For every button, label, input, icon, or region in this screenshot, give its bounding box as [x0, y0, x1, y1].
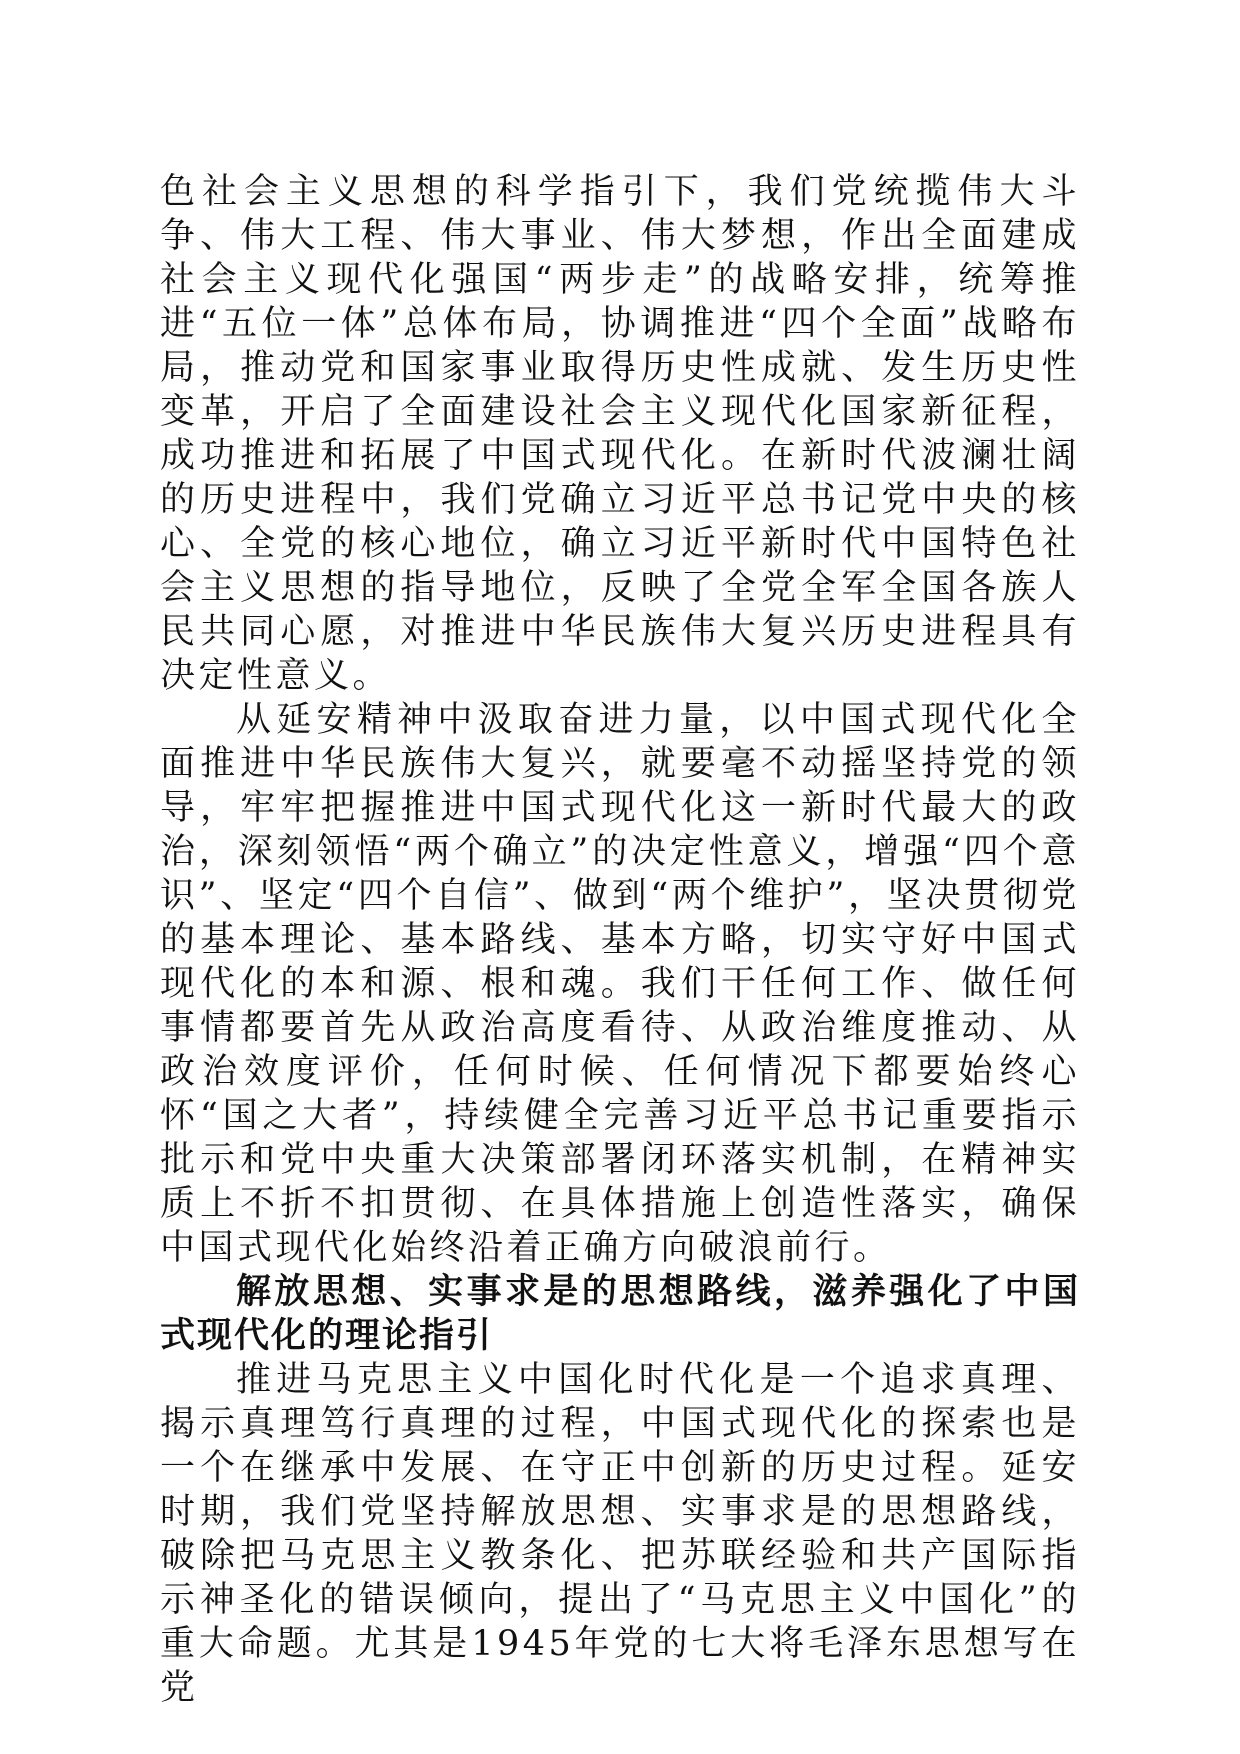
- document-page: [160, 170, 1080, 1710]
- paragraph-theory: 推进马克思主义中国化时代化是一个追求真理、揭示真理笃行真理的过程，中国式现代化的探索也是一个在继承中发展、在守正中创新的历史过程。延安时期，我们党坚持解放思想、实事求是的思想路线，破除把马克思主义教条化、把苏联经验和共产国际指示神圣化的错误倾向，提出了“马克思主义中国化”的重大命题。尤其是1945年党的七大将毛泽东思想写在党: [160, 1360, 1080, 1708]
- paragraph-party-leadership: 从延安精神中汲取奋进力量，以中国式现代化全面推进中华民族伟大复兴，就要毫不动摇坚持党的领导，牢牢把握推进中国式现代化这一新时代最大的政治，深刻领悟“两个确立”的决定性意义，增强“四个意识”、坚定“四个自信”、做到“两个维护”，坚决贯彻党的基本理论、基本路线、基本方略，切实守好中国式现代化的本和源、根和魂。我们干任何工作、做任何事情都要首先从政治高度看待、从政治维度推动、从政治效度评价，任何时候、任何情况下都要始终心怀“国之大者”，持续健全完善习近平总书记重要指示批示和党中央重大决策部署闭环落实机制，在精神实质上不折不扣贯彻、在具体措施上创造性落实，确保中国式现代化始终沿着正确方向破浪前行。: [160, 700, 1080, 1268]
- paragraph-continuation: 色社会主义思想的科学指引下，我们党统揽伟大斗争、伟大工程、伟大事业、伟大梦想，作出全面建成社会主义现代化强国“两步走”的战略安排，统筹推进“五位一体”总体布局，协调推进“四个全面”战略布局，推动党和国家事业取得历史性成就、发生历史性变革，开启了全面建设社会主义现代化国家新征程，成功推进和拓展了中国式现代化。在新时代波澜壮阔的历史进程中，我们党确立习近平总书记党中央的核心、全党的核心地位，确立习近平新时代中国特色社会主义思想的指导地位，反映了全党全军全国各族人民共同心愿，对推进中华民族伟大复兴历史进程具有决定性意义。: [160, 172, 1080, 696]
- section-heading: 解放思想、实事求是的思想路线，滋养强化了中国式现代化的理论指引: [160, 1272, 1080, 1356]
